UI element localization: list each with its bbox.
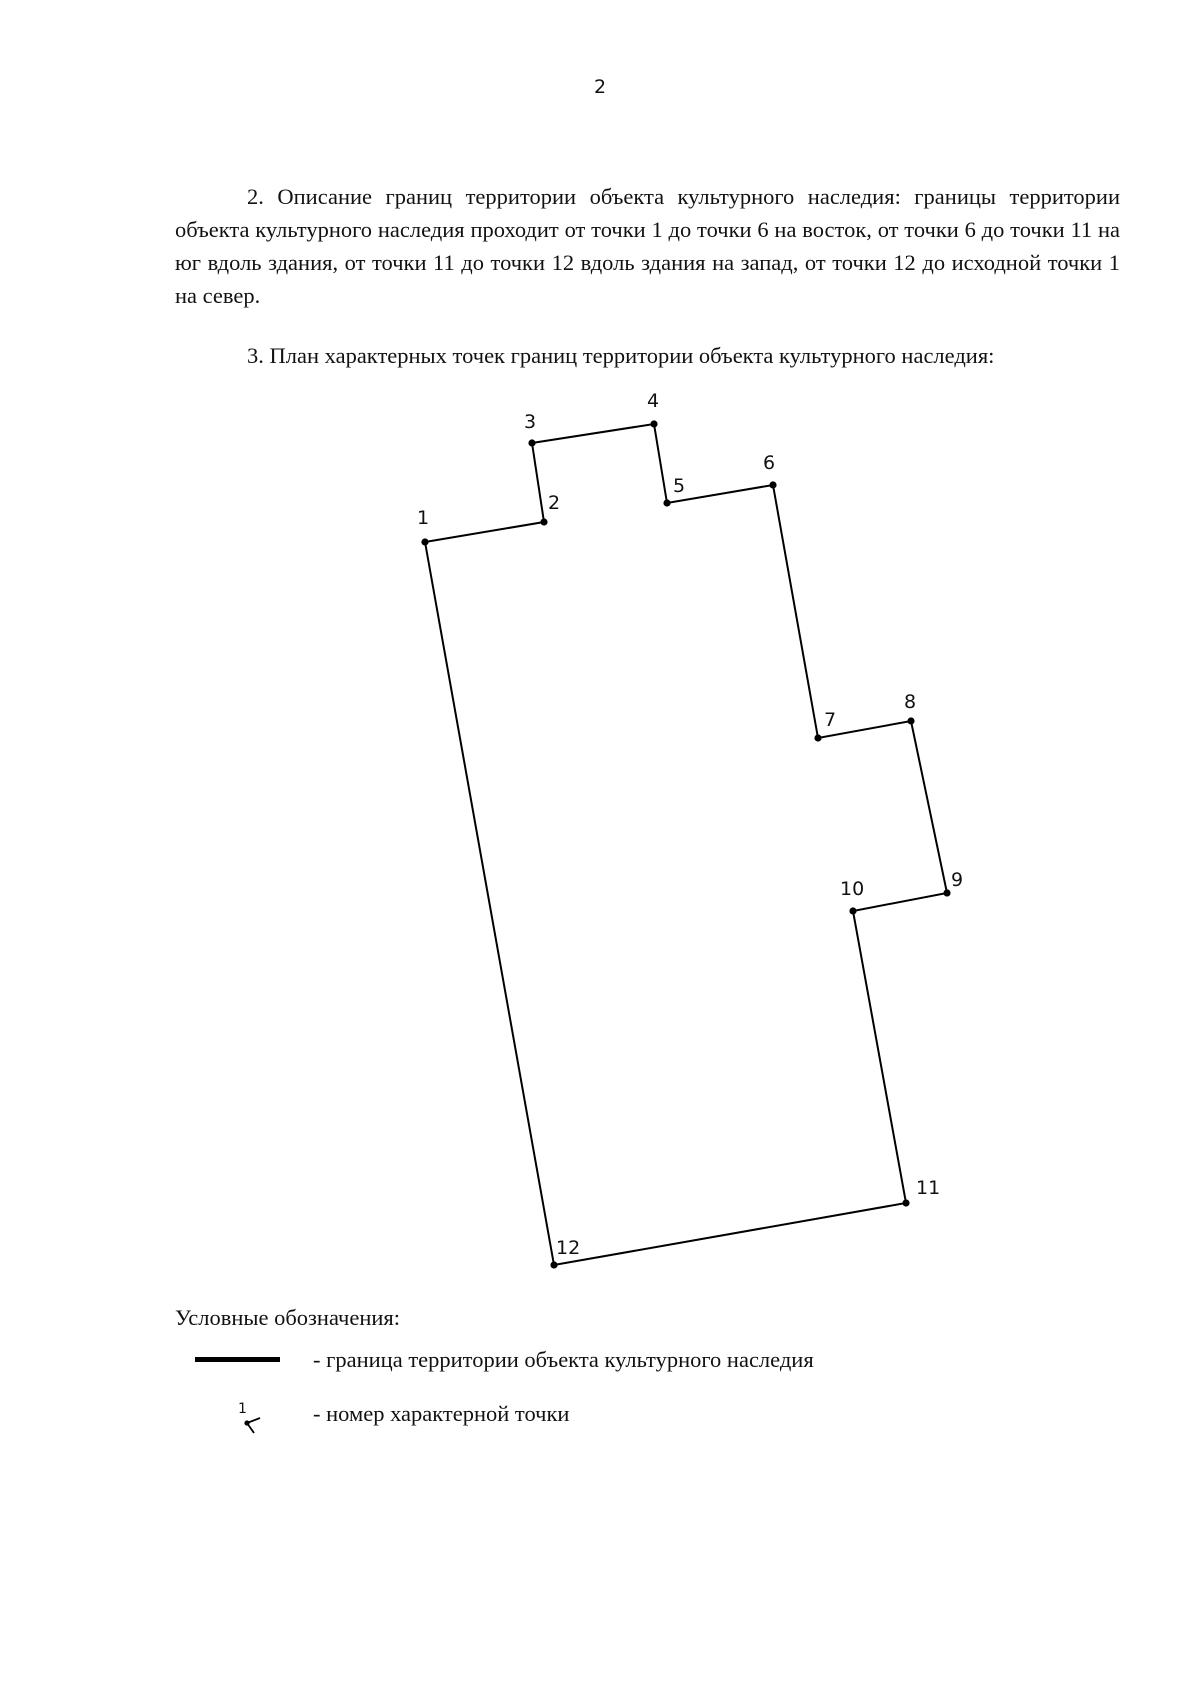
boundary-point-6-marker [769, 481, 776, 488]
legend-title: Условные обозначения: [175, 1305, 401, 1330]
boundary-description: 2. Описание границ территории объекта культурного наследия: границы территории объекта культурного наследия проходит от точки 1 до точки 6 на восток, от точки 6 до точки 11 на юг вдоль здания, от точки 11 до точки 12 вдоль здания на запад, от точки 12 до исходной точки 1 на север. [175, 184, 1120, 308]
legend-boundary-label: - граница территории объекта культурного наследия [313, 1347, 814, 1372]
boundary-point-9-marker [943, 889, 950, 896]
boundary-point-5-label: 5 [673, 475, 686, 497]
legend-point-sample-number: 1 [238, 1401, 247, 1417]
page-number: 2 [593, 76, 607, 98]
legend-point-tick-lower [247, 1423, 254, 1433]
boundary-point-12-marker [550, 1261, 557, 1268]
boundary-point-4-label: 4 [647, 390, 660, 412]
boundary-point-9-label: 9 [951, 869, 964, 891]
boundary-point-8-marker [907, 717, 914, 724]
boundary-point-10-marker [849, 907, 856, 914]
boundary-point-7-label: 7 [824, 709, 837, 731]
boundary-point-1-label: 1 [417, 507, 430, 529]
boundary-point-7-marker [814, 734, 821, 741]
legend-boundary-swatch [195, 1357, 280, 1362]
plan-heading: 3. План характерных точек границ территории объекта культурного наследия: [247, 343, 995, 368]
boundary-point-11-label: 11 [916, 1177, 941, 1199]
boundary-point-1-marker [421, 538, 428, 545]
point-markers [421, 420, 950, 1268]
boundary-point-3-label: 3 [524, 411, 537, 433]
boundary-point-11-marker [902, 1199, 909, 1206]
point-marker-icon [232, 1399, 272, 1449]
boundary-point-2-label: 2 [548, 492, 561, 514]
boundary-point-8-label: 8 [904, 691, 917, 713]
boundary-point-4-marker [650, 420, 657, 427]
legend-point-tick-upper [247, 1418, 260, 1423]
boundary-point-5-marker [663, 499, 670, 506]
legend-point-label: - номер характерной точки [313, 1401, 570, 1426]
boundary-point-10-label: 10 [840, 878, 865, 900]
boundary-point-2-marker [540, 518, 547, 525]
point-labels [417, 390, 963, 1259]
boundary-point-3-marker [528, 439, 535, 446]
territory-boundary-line [425, 424, 947, 1265]
boundary-point-6-label: 6 [763, 452, 776, 474]
boundary-point-12-label: 12 [556, 1237, 581, 1259]
